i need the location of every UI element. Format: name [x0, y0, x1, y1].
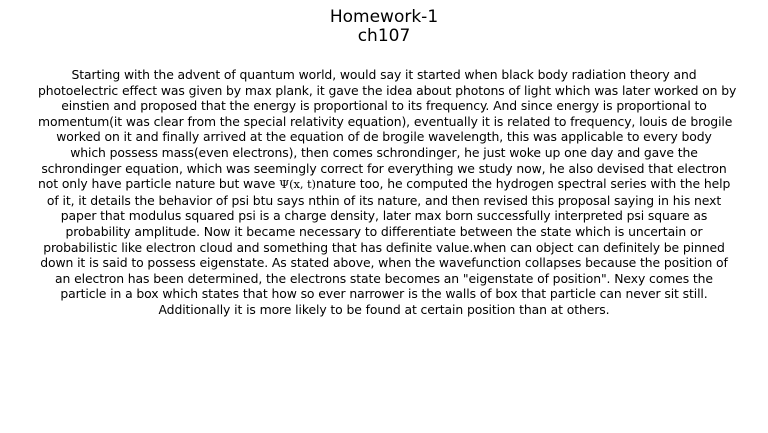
body-line: an electron has been determined, the electrons state becomes an "eigenstate of position". Nexy comes the: [55, 270, 713, 286]
body-line: schrondinger equation, which was seemingly correct for everything we study now, he also devised that electron: [41, 160, 727, 176]
body-line: paper that modulus squared psi is a charge density, later max born successfully interpreted psi square as: [60, 208, 708, 224]
document-header: [0, 8, 768, 46]
body-line: einstien and proposed that the energy is proportional to its frequency. And since energy is proportional to: [61, 98, 707, 114]
body-line: probabilistic like electron cloud and something that has definite value.when can object can definitely be pinned: [43, 239, 725, 255]
body-line: of it, it details the behavior of psi btu says nthin of its nature, and then revised this proposal saying in his next: [46, 192, 722, 208]
document-title: Homework-1: [329, 7, 439, 27]
body-line-with-math: [38, 176, 730, 193]
body-line: photoelectric effect was given by max plank, it gave the idea about photons of light which was later worked on by: [38, 82, 737, 98]
wavefunction-math: Ψ(x, t): [279, 177, 316, 192]
body-text: nature too, he computed the hydrogen spectral series with the help: [315, 176, 731, 192]
body-line: down it is said to possess eigenstate. As stated above, when the wavefunction collapses because the position of: [40, 255, 728, 271]
document-body: [38, 67, 737, 318]
body-line: worked on it and finally arrived at the equation of de brogile wavelength, this was applicable to every body: [56, 129, 712, 145]
body-line: probability amplitude. Now it became necessary to differentiate between the state which is uncertain or: [65, 223, 703, 239]
body-line: momentum(it was clear from the special relativity equation), eventually it is related to frequency, louis de brogile: [38, 113, 733, 129]
body-line: particle in a box which states that how so ever narrower is the walls of box that particle can never sit still.: [60, 286, 708, 302]
document-subtitle: ch107: [357, 26, 411, 46]
body-line: Additionally it is more likely to be found at certain position than at others.: [158, 301, 610, 317]
body-text: not only have particle nature but wave: [38, 176, 280, 192]
body-line: Starting with the advent of quantum world, would say it started when black body radiation theory and: [71, 67, 697, 82]
body-line: which possess mass(even electrons), then comes schrondinger, he just woke up one day and gave the: [70, 144, 698, 160]
